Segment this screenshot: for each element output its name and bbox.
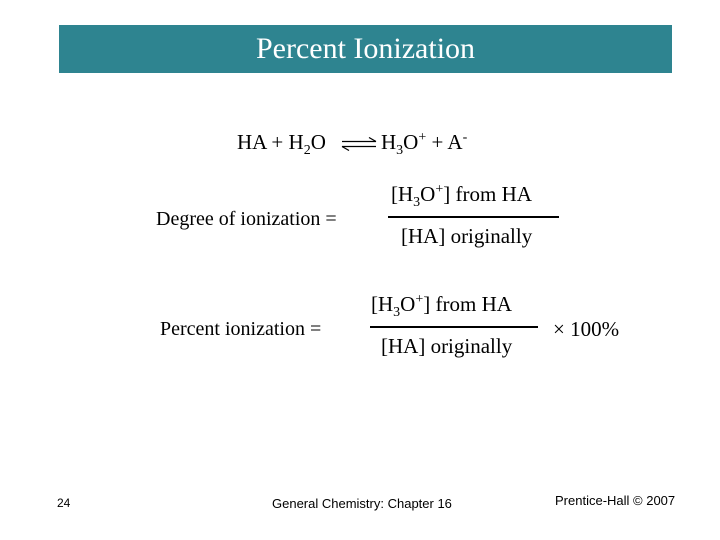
reaction-left: HA + $H_2O$ <box>237 130 326 159</box>
footer-course: General Chemistry: Chapter 16 <box>272 496 452 511</box>
percent-fraction-bar <box>370 326 538 328</box>
degree-fraction-bar <box>388 216 559 218</box>
degree-numerator: $[H_3O^+]$ from HA <box>391 182 532 211</box>
percent-denominator: [HA] originally <box>381 334 513 358</box>
degree-denominator: [HA] originally <box>401 224 533 248</box>
slide-number: 24 <box>57 496 71 510</box>
percent-numerator: $[H_3O^+]$ from HA <box>371 292 512 321</box>
reaction-right: $H_3O^+ + A^-$ <box>381 130 468 159</box>
percent-multiplier: × 100% <box>553 317 620 341</box>
footer-copyright: Prentice-Hall © 2007 <box>555 493 676 508</box>
slide-title: Percent Ionization <box>59 25 672 73</box>
degree-label: Degree of ionization = <box>156 208 337 230</box>
percent-label: Percent ionization = <box>160 318 322 340</box>
equilibrium-arrow-icon <box>341 137 377 151</box>
